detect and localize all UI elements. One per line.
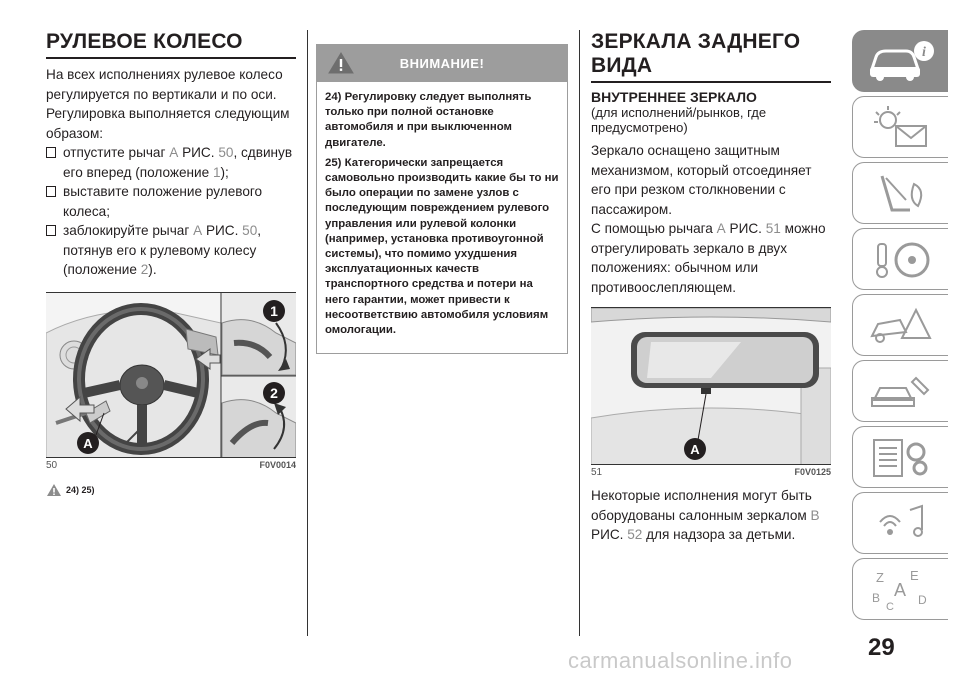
maintenance-icon: [866, 368, 936, 414]
warning-body: [316, 82, 568, 354]
tab-car-info[interactable]: [852, 30, 948, 92]
figure-label-a: A: [83, 435, 93, 451]
svg-text:Z: Z: [875, 570, 884, 585]
figure-number: 51: [591, 467, 603, 478]
checkbox-bullet-icon: [46, 147, 56, 158]
warning-section: [316, 44, 568, 354]
list-item: отпустите рычаг А РИС. 50, сдвинув его вперед (положение 1);: [46, 143, 296, 182]
car-info-icon: [866, 39, 936, 83]
watermark: carmanualsonline.info: [568, 648, 793, 673]
warning-triangle-icon: [46, 483, 62, 497]
tab-start-drive[interactable]: [852, 228, 948, 290]
checkbox-bullet-icon: [46, 186, 56, 197]
emergency-icon: [866, 302, 936, 348]
section-title: ЗЕРКАЛА ЗАДНЕГО ВИДА: [591, 30, 831, 83]
checkbox-bullet-icon: [46, 225, 56, 236]
figure-steering-wheel: [46, 292, 296, 458]
safety-seat-icon: [866, 170, 936, 216]
figure-rearview-mirror: [591, 307, 831, 465]
svg-text:B: B: [871, 591, 880, 605]
tab-index[interactable]: [852, 558, 948, 620]
paragraph: Некоторые исполнения могут быть оборудованы салонным зеркалом B РИС. 52 для надзора за детьми.: [591, 488, 820, 542]
tab-safety[interactable]: [852, 162, 948, 224]
tab-warning-lights[interactable]: [852, 96, 948, 158]
rearview-mirror-illustration: [591, 308, 831, 465]
svg-text:A: A: [893, 580, 906, 600]
warning-note-25: 25) Категорически запрещается самовольно производить какие бы то ни было операции по замене узлов с последующим повреждением рулевого управления или рулевой колонки (например, установка противоугонной системы), что помимо ухудшения эксплуатационных качеств транспортного средства и потери на него гарантии, может привести к несоответствию автомобиля условиям омологации.: [325, 156, 559, 337]
warning-refs: 24) 25): [46, 483, 296, 497]
steering-wheel-illustration: [46, 293, 296, 458]
column-divider: [307, 30, 308, 636]
figure-label-1: 1: [270, 302, 278, 319]
mirrors-section: [591, 30, 831, 545]
chapter-tabs: [852, 30, 948, 624]
figure-label-2: 2: [270, 384, 278, 401]
index-icon: [866, 566, 936, 612]
multimedia-icon: [866, 500, 936, 546]
section-title: РУЛЕВОЕ КОЛЕСО: [46, 30, 296, 59]
list-item: заблокируйте рычаг А РИС. 50, потянув его к рулевому колесу (положение 2).: [46, 221, 296, 280]
figure-caption: [46, 458, 296, 473]
paragraph: Регулировка выполняется следующим образом:: [46, 106, 290, 141]
list-item: выставите положение рулевого колеса;: [46, 182, 296, 221]
figure-number: 50: [46, 459, 58, 471]
paragraph: На всех исполнениях рулевое колесо регулируется по вертикали и по оси.: [46, 67, 283, 102]
tab-multimedia[interactable]: [852, 492, 948, 554]
tech-data-icon: [866, 434, 936, 480]
figure-code: F0V0014: [259, 459, 296, 470]
figure-label-a: A: [690, 442, 700, 457]
svg-text:C: C: [885, 601, 894, 612]
page-number: 29: [868, 634, 895, 661]
warning-lights-icon: [866, 104, 936, 150]
tab-emergency[interactable]: [852, 294, 948, 356]
warning-header: [316, 44, 568, 82]
svg-text:D: D: [917, 593, 927, 607]
warning-note-24: 24) Регулировку следует выполнять только при полной остановке автомобиля и при выключенном двигателе.: [325, 91, 532, 149]
warning-title: ВНИМАНИЕ!: [399, 55, 485, 71]
figure-caption: [591, 465, 831, 480]
warning-triangle-icon: [328, 52, 354, 74]
start-drive-icon: [866, 236, 936, 282]
column-divider: [579, 30, 580, 636]
figure-code: F0V0125: [794, 467, 831, 477]
svg-text:E: E: [909, 568, 919, 583]
paragraph: С помощью рычага А РИС. 51 можно отрегулировать зеркало в двух положениях: обычном или противоослепляющем.: [591, 221, 826, 295]
tab-tech-data[interactable]: [852, 426, 948, 488]
steering-wheel-section: [46, 30, 296, 497]
paragraph: Зеркало оснащено защитным механизмом, который отсоединяет его при резком столкновении с пассажиром.: [591, 143, 812, 217]
tab-maintenance[interactable]: [852, 360, 948, 422]
subsection-note: (для исполнений/рынков, где предусмотрено): [591, 105, 767, 135]
subsection-title: ВНУТРЕННЕЕ ЗЕРКАЛО: [591, 89, 757, 105]
svg-text:i: i: [921, 45, 926, 60]
